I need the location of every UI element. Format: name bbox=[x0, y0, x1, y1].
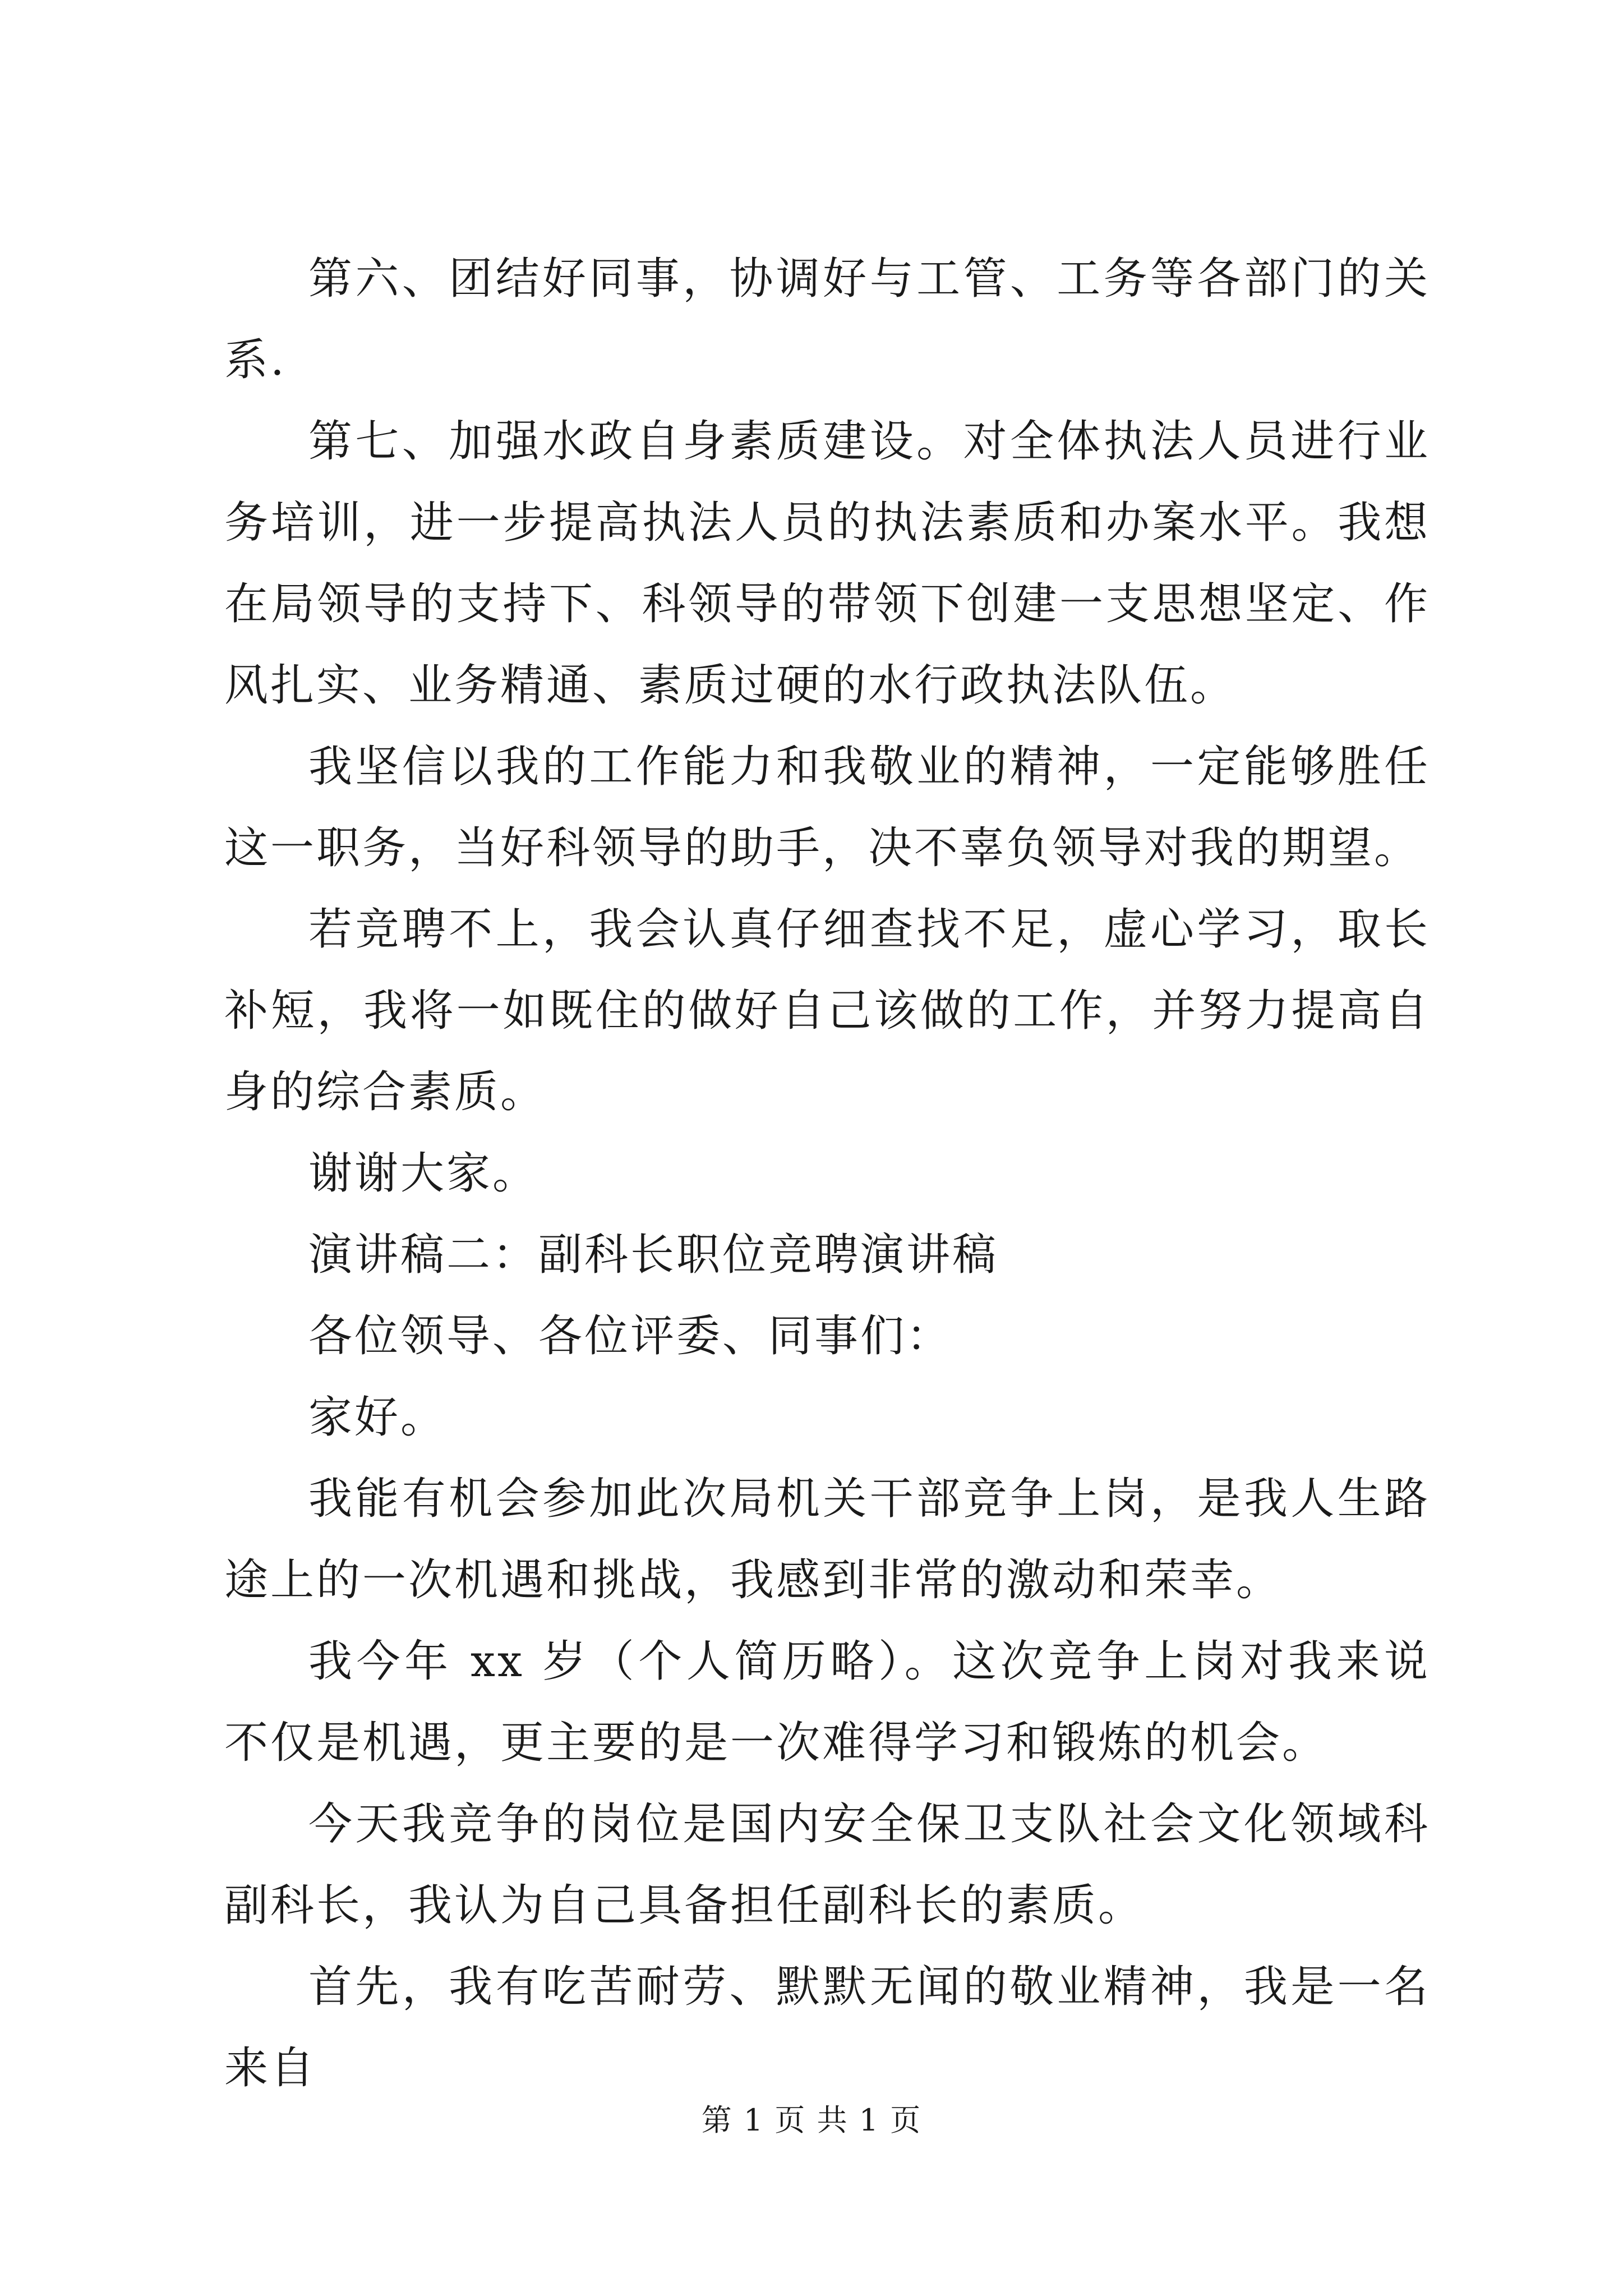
paragraph-3: 我坚信以我的工作能力和我敬业的精神，一定能够胜任这一职务，当好科领导的助手，决不辜负领导对我的期望。 bbox=[224, 742, 1430, 873]
paragraph-1: 第六、团结好同事，协调好与工管、工务等各部门的关系. bbox=[224, 254, 1430, 385]
section-heading: 演讲稿二：副科长职位竞聘演讲稿 bbox=[308, 1230, 999, 1280]
paragraph-2: 第七、加强水政自身素质建设。对全体执法人员进行业务培训，进一步提高执法人员的执法素质和办案水平。我想在局领导的支持下、科领导的带领下创建一支思想坚定、作风扎实、业务精通、素质过硬的水行政执法队伍。 bbox=[224, 416, 1430, 711]
paragraph-11: 今天我竞争的岗位是国内安全保卫支队社会文化领域科副科长，我认为自己具备担任副科长的素质。 bbox=[224, 1799, 1430, 1931]
greeting: 家好。 bbox=[308, 1392, 447, 1443]
document-body bbox=[224, 238, 1430, 2109]
paragraph-5: 谢谢大家。 bbox=[308, 1148, 539, 1199]
paragraph-4: 若竞聘不上，我会认真仔细查找不足，虚心学习，取长补短，我将一如既住的做好自己该做的工作，并努力提高自身的综合素质。 bbox=[224, 904, 1430, 1117]
paragraph-12: 首先，我有吃苦耐劳、默默无闻的敬业精神，我是一名来自 bbox=[224, 1962, 1430, 2093]
salutation: 各位领导、各位评委、同事们： bbox=[308, 1311, 953, 1361]
paragraph-10: 我今年 xx 岁（个人简历略）。这次竞争上岗对我来说不仅是机遇，更主要的是一次难得学习和锻炼的机会。 bbox=[224, 1636, 1430, 1768]
page-footer: 第 1 页 共 1 页 bbox=[701, 2102, 922, 2138]
paragraph-9: 我能有机会参加此次局机关干部竞争上岗，是我人生路途上的一次机遇和挑战，我感到非常的激动和荣幸。 bbox=[224, 1474, 1430, 1605]
